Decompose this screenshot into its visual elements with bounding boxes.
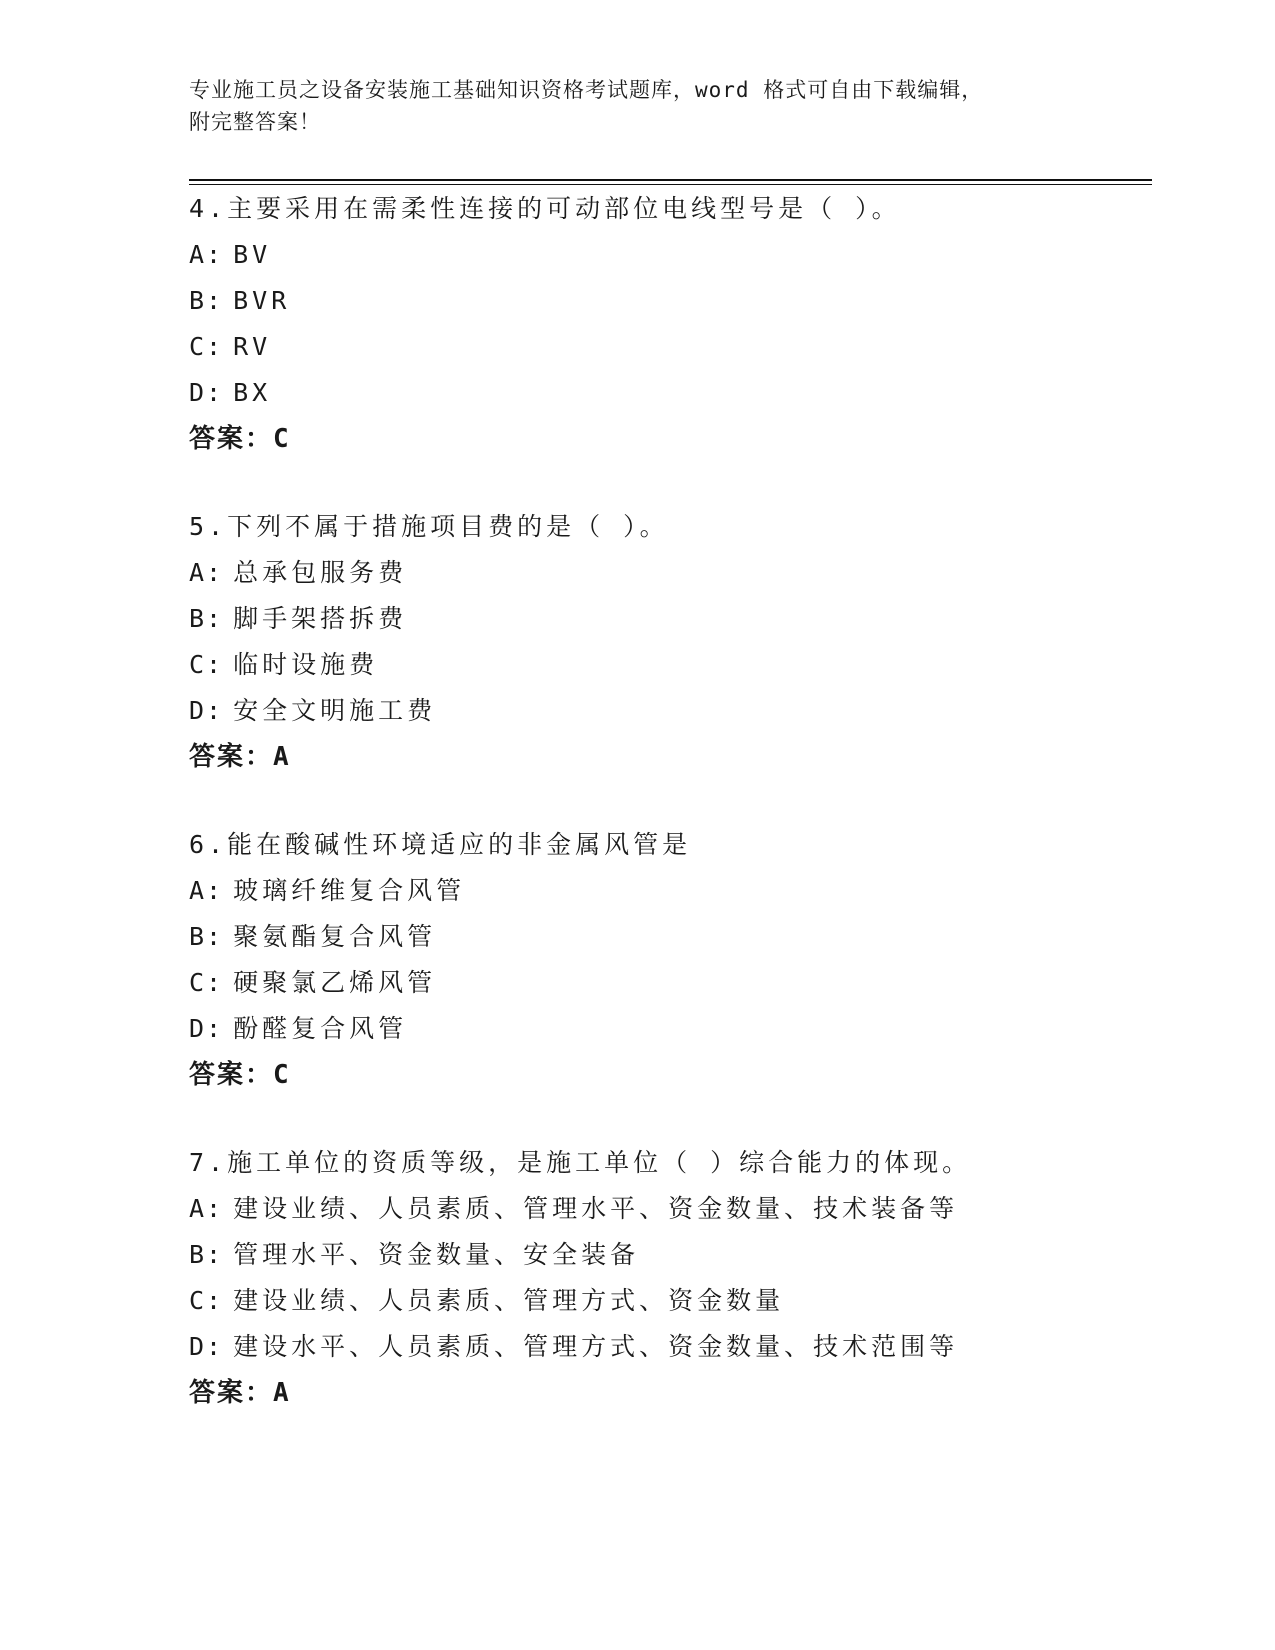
option-text: 建设业绩、人员素质、管理水平、资金数量、技术装备等 bbox=[233, 1194, 959, 1223]
option-label: C: bbox=[189, 968, 224, 997]
option-label: B: bbox=[189, 286, 224, 315]
option-a bbox=[189, 550, 1149, 596]
option-b bbox=[189, 278, 1149, 324]
option-a bbox=[189, 1186, 1149, 1232]
question-item bbox=[189, 822, 1149, 1098]
option-label: B: bbox=[189, 604, 224, 633]
option-label: D: bbox=[189, 696, 224, 725]
option-b bbox=[189, 596, 1149, 642]
option-label: C: bbox=[189, 332, 224, 361]
option-label: D: bbox=[189, 378, 224, 407]
header-line-2: 附完整答案！ bbox=[189, 110, 321, 134]
option-text: 管理水平、资金数量、安全装备 bbox=[233, 1240, 640, 1269]
option-label: C: bbox=[189, 1286, 224, 1315]
option-label: B: bbox=[189, 1240, 224, 1269]
option-a bbox=[189, 868, 1149, 914]
option-c bbox=[189, 960, 1149, 1006]
option-label: A: bbox=[189, 240, 224, 269]
document-header bbox=[189, 74, 1089, 138]
question-stem: 6.能在酸碱性环境适应的非金属风管是 bbox=[189, 830, 692, 859]
option-d bbox=[189, 370, 1149, 416]
option-b bbox=[189, 914, 1149, 960]
question-item bbox=[189, 186, 1149, 462]
option-label: A: bbox=[189, 558, 224, 587]
header-line-1: 专业施工员之设备安装施工基础知识资格考试题库，word 格式可自由下载编辑， bbox=[189, 78, 984, 102]
option-a bbox=[189, 232, 1149, 278]
option-c bbox=[189, 324, 1149, 370]
option-d bbox=[189, 1006, 1149, 1052]
option-text: 脚手架搭拆费 bbox=[233, 604, 408, 633]
option-text: 总承包服务费 bbox=[233, 558, 408, 587]
option-d bbox=[189, 688, 1149, 734]
question-item bbox=[189, 1140, 1149, 1416]
option-text: 玻璃纤维复合风管 bbox=[233, 876, 466, 905]
question-list bbox=[189, 186, 1149, 1458]
option-c bbox=[189, 642, 1149, 688]
option-d bbox=[189, 1324, 1149, 1370]
answer-line: 答案：C bbox=[189, 1060, 291, 1090]
question-stem: 7.施工单位的资质等级，是施工单位（ ）综合能力的体现。 bbox=[189, 1148, 972, 1177]
option-label: A: bbox=[189, 876, 224, 905]
answer-line: 答案：C bbox=[189, 424, 291, 454]
option-text: 临时设施费 bbox=[233, 650, 379, 679]
question-stem: 4.主要采用在需柔性连接的可动部位电线型号是（ ）。 bbox=[189, 194, 901, 223]
option-text: 建设水平、人员素质、管理方式、资金数量、技术范围等 bbox=[233, 1332, 959, 1361]
question-item bbox=[189, 504, 1149, 780]
answer-line: 答案：A bbox=[189, 742, 291, 772]
option-text: 硬聚氯乙烯风管 bbox=[233, 968, 437, 997]
option-text: BV bbox=[233, 240, 272, 269]
header-divider-thick bbox=[189, 179, 1152, 181]
option-text: RV bbox=[233, 332, 272, 361]
option-text: BVR bbox=[233, 286, 291, 315]
option-text: 聚氨酯复合风管 bbox=[233, 922, 437, 951]
option-label: C: bbox=[189, 650, 224, 679]
question-stem: 5.下列不属于措施项目费的是（ ）。 bbox=[189, 512, 669, 541]
header-divider-thin bbox=[189, 184, 1152, 185]
option-text: 酚醛复合风管 bbox=[233, 1014, 408, 1043]
option-text: 安全文明施工费 bbox=[233, 696, 437, 725]
option-text: 建设业绩、人员素质、管理方式、资金数量 bbox=[233, 1286, 785, 1315]
option-text: BX bbox=[233, 378, 272, 407]
option-b bbox=[189, 1232, 1149, 1278]
option-c bbox=[189, 1278, 1149, 1324]
answer-line: 答案：A bbox=[189, 1378, 291, 1408]
option-label: D: bbox=[189, 1014, 224, 1043]
option-label: A: bbox=[189, 1194, 224, 1223]
option-label: D: bbox=[189, 1332, 224, 1361]
option-label: B: bbox=[189, 922, 224, 951]
